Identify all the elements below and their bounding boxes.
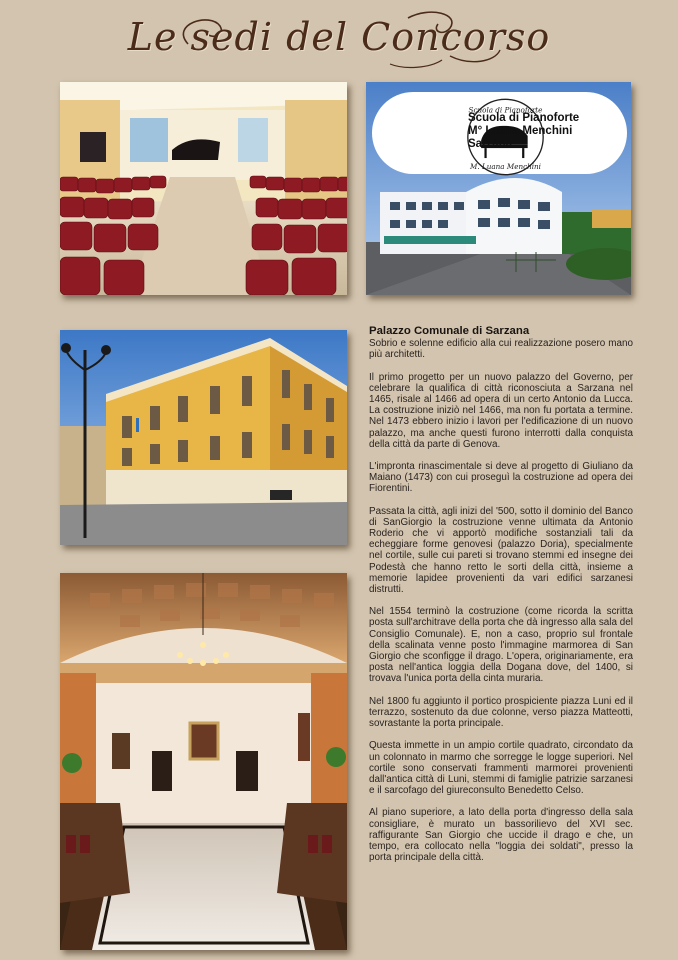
article-heading: Palazzo Comunale di Sarzana xyxy=(369,325,530,337)
school-sign-bubble xyxy=(372,92,627,174)
logo-text-bottom: M. Luana Menchini xyxy=(470,162,541,172)
logo-text-top: Scuola di Pianoforte xyxy=(468,105,543,115)
school-line-2: M° Luana Menchini xyxy=(468,125,573,137)
page-title: Le sedi del Concorso xyxy=(127,15,551,59)
article-paragraph-7: Questa immette in un ampio cortile quadrato, circondato da un colonnato in marmo che sorregge le logge superiori. Nel cortile sono conservati frammenti marmorei provenienti dall'antica città di Luni, stemmi di famiglie patrizie sarzanesi e il sarcofago del giureconsulto Benedetto Celso. xyxy=(369,740,633,797)
school-building-photo xyxy=(366,82,631,295)
article-paragraph-5: Nel 1554 terminò la costruzione (come ricorda la scritta posta sull'architrave della porta che dà ingresso alla sala del Consiglio Comunale). E, non a caso, proprio sul frontale della scalinata venne posto l'immagine marmorea di San Giorgio che sconfigge il drago. L'opera, originariamente, era posta nell'antica loggia della Dogana dove, del 1400, si trovava l'unica porta della cinta muraria. xyxy=(369,606,633,685)
article-paragraph-1: Sobrio e solenne edificio alla cui realizzazione posero mano più architetti. xyxy=(369,338,633,361)
article-paragraph-4: Passata la città, agli inizi del '500, sotto il dominio del Banco di SanGiorgio la costruzione venne ultimata da Antonio Roderio che vi apportò modifiche sostanziali tali da echeggiare forme genovesi (palazzo Doria), specialmente nel cortile, sulle cui pareti si trovano stemmi ed insegne dei Podestà che hanno retto le sorti della città, insieme a memorie lapidee provenienti da vari edifici sarzanesi distrutti. xyxy=(369,505,633,596)
article-paragraph-2: Il primo progetto per un nuovo palazzo del Governo, per celebrare la qualifica di città riconosciuta a Sarzana nel 1465, risale al 1466 ad opera di un certo Antonio da Lucca. La costruzione iniziò nel 1466, ma non fu portata a termine. Nel 1473 ebbero inizio i lavori per l'edificazione di un nuovo palazzo, ma anche questi furono interrotti dalla conquista della città da parte di Genova. xyxy=(369,371,633,450)
article xyxy=(369,326,633,874)
concert-hall-photo xyxy=(60,82,347,295)
palazzo-exterior-photo xyxy=(60,330,347,545)
school-line-3: Sarzana xyxy=(468,138,513,150)
article-paragraph-6: Nel 1800 fu aggiunto il portico prospiciente piazza Luni ed il terrazzo, sostenuto da due colonne, verso piazza Matteotti, sovrastante la porta principale. xyxy=(369,695,633,730)
article-paragraph-8: Al piano superiore, a lato della porta d'ingresso della sala consigliare, è murato un bassorilievo del XVI sec. raffigurante San Giorgio che uccide il drago e che, un tempo, era collocato nella "loggia dei soldati", presso la porta principale della città. xyxy=(369,807,633,864)
school-line-1: Scuola di Pianoforte xyxy=(468,112,580,124)
article-paragraph-3: L'impronta rinascimentale si deve al progetto di Giuliano da Maiano (1473) con cui proseguì la costruzione ad opera dei Fiorentini. xyxy=(369,461,633,495)
council-chamber-photo xyxy=(60,573,347,950)
school-name xyxy=(468,112,579,151)
